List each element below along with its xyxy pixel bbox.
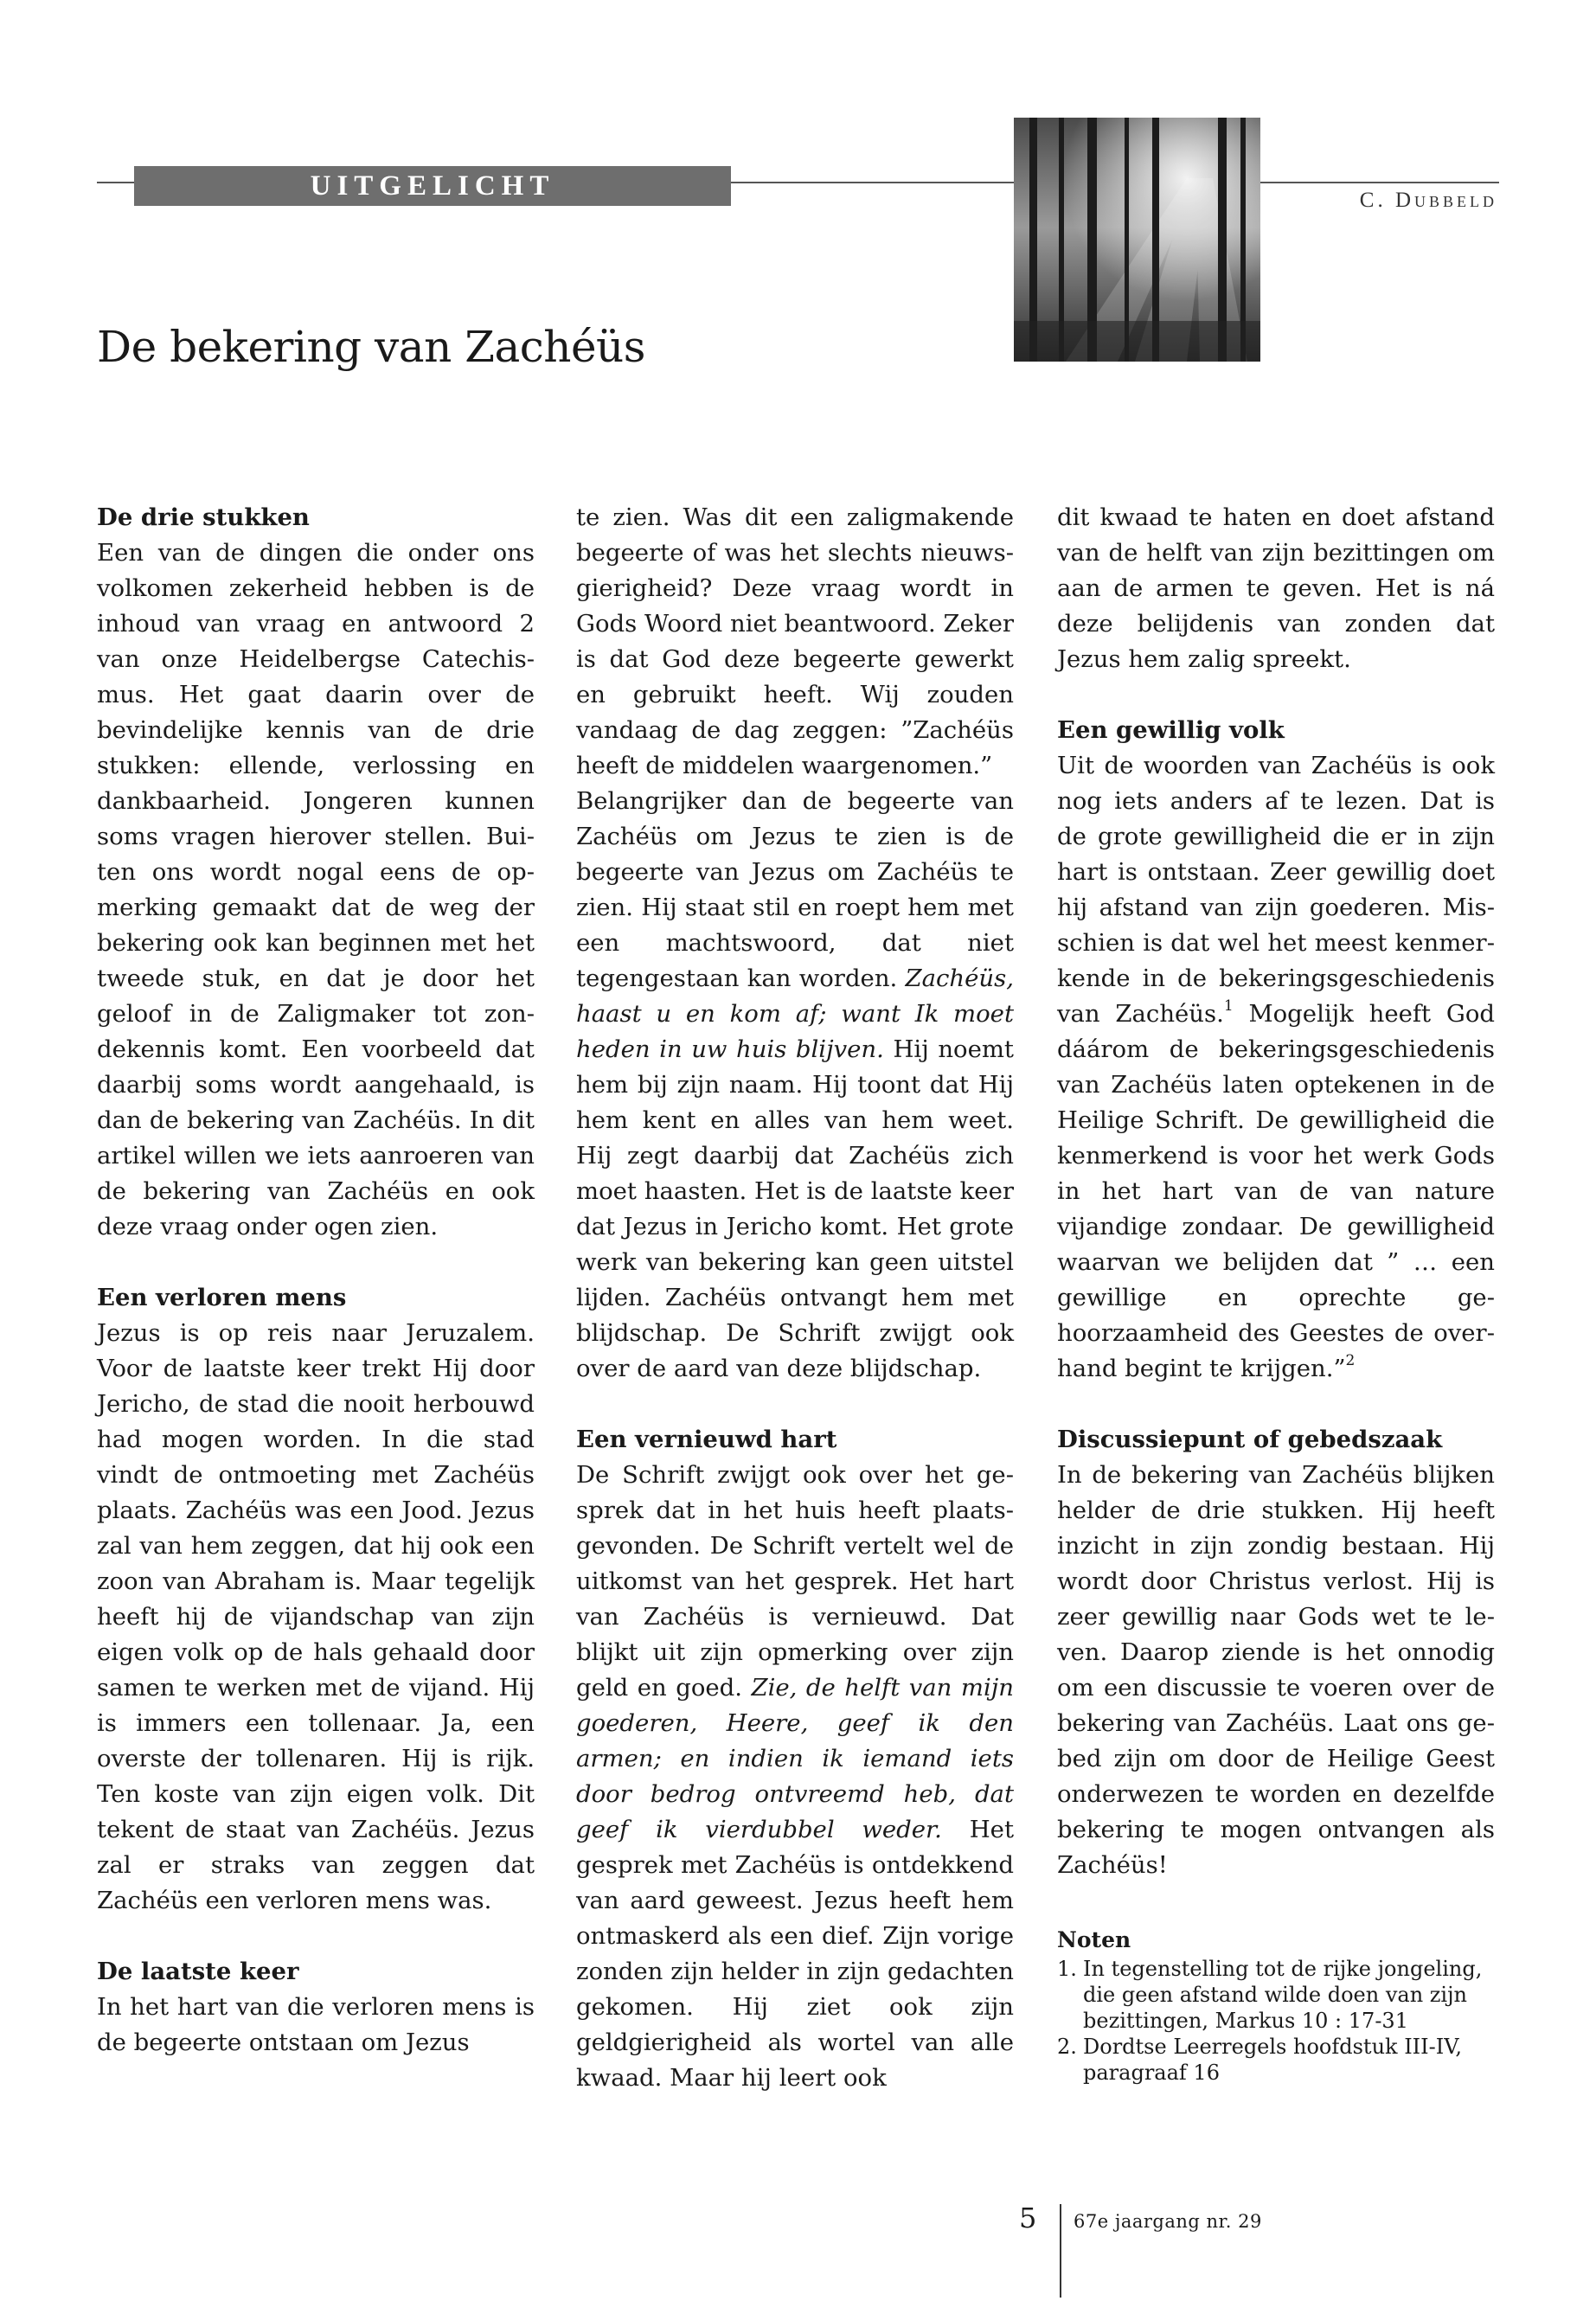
note-item: 2. Dordtse Leerregels hoofdstuk III-IV, paragraaf 16 [1057, 2035, 1462, 2085]
paragraph: Uit de woorden van Zachéüs is ook nog iets anders af te lezen. Dat is de grote gewilligheid die er in zijn hart is ontstaan. Zeer gewillig doet hij afstand van zijn goederen. Misschien is dat wel het meest kenmerkende in de bekeringsgeschiedenis van Zachéüs.$^1$ Mogelijk heeft God dáárom de bekeringsgeschiedenis van Zachéüs laten optekenen in de Heilige Schrift. De gewilligheid die kenmerkend is voor het werk Gods in het hart van de van nature vijandige zondaar. De gewilligheid waarvan we belijden dat ” … een gewillige en oprechte gehoorzaamheid des Geestes de overhand begint te krijgen.”$^2$ [1057, 752, 1495, 1382]
header-rule-right [1260, 182, 1499, 183]
note-item: 1. In tegenstelling tot de rijke jongeling, die geen afstand wilde doen van zijn bezittingen, Markus 10 : 17-31 [1057, 1957, 1483, 2033]
paragraph: In het hart van die verloren mens is de begeerte ontstaan om Jezus [97, 1993, 535, 2056]
section-label: UITGELICHT [134, 166, 731, 206]
author: C. Dubbeld [1359, 189, 1497, 212]
paragraph: De Schrift zwijgt ook over het gesprek dat in het huis heeft plaatsgevonden. De Schrift vertelt wel de uitkomst van het gesprek. Het hart van Zachéüs is vernieuwd. Dat blijkt uit zijn opmerking over zijn geld en goed. Zie, de helft van mijn goederen, Heere, geef ik den armen; en indien ik iemand iets door bedrog ontvreemd heb, dat geef ik vierdubbel weder. Het gesprek met Zachéüs is ontdekkend van aard geweest. Jezus heeft hem ontmaskerd als een dief. Zijn vorige zonden zijn helder in zijn gedachten gekomen. Hij ziet ook zijn geldgierigheid als wortel van alle kwaad. Maar hij leert ook [576, 1461, 1014, 2092]
issue-label: 67e jaargang nr. 29 [1074, 2211, 1262, 2232]
subheading: Een vernieuwd hart [576, 1426, 837, 1453]
scripture-quote: Zachéüs, haast u en kom af; want Ik moet heden in uw huis blijven. [576, 965, 1014, 1063]
header-rule-left [97, 182, 134, 183]
paragraph: In de bekering van Zachéüs blijken helder de drie stukken. Hij heeft inzicht in zijn zondig bestaan. Hij wordt door Christus verlost. Hij is zeer gewillig naar Gods wet te leven. Daarop ziende is het onnodig om een discussie te voeren over de bekering van Zachéüs. Laat ons gebed zijn om door de Heilige Geest onderwezen te worden en dezelfde bekering te mogen ontvangen als Zachéüs! [1057, 1461, 1495, 1879]
paragraph: Belangrijker dan de begeerte van Zachéüs om Jezus te zien is de begeerte van Jezus om Zachéüs te zien. Hij staat stil en roept hem met een machtswoord, dat niet tegengestaan kan worden. Zachéüs, haast u en kom af; want Ik moet heden in uw huis blijven. Hij noemt hem bij zijn naam. Hij toont dat Hij hem kent en alles van hem weet. Hij zegt daarbij dat Zachéüs zich moet haasten. Het is de laatste keer dat Jezus in Jericho komt. Het grote werk van bekering kan geen uitstel lijden. Zachéüs ontvangt hem met blijdschap. De Schrift zwijgt ook over de aard van deze blijdschap. [576, 787, 1014, 1382]
paragraph: dit kwaad te haten en doet afstand van de helft van zijn bezittingen om aan de armen te geven. Het is ná deze belijdenis van zonden dat Jezus hem zalig spreekt. [1057, 503, 1495, 673]
footer-divider [1060, 2204, 1061, 2298]
article-title: De bekering van Zachéüs [97, 322, 645, 372]
subheading: Discussiepunt of gebedszaak [1057, 1426, 1443, 1453]
forest-photo [1014, 118, 1260, 362]
paragraph: te zien. Was dit een zaligmakende begeerte of was het slechts nieuwsgierigheid? Deze vraag wordt in Gods Woord niet beantwoord. Zeker is dat God deze begeerte gewerkt en gebruikt heeft. Wij zouden vandaag de dag zeggen: ”Zachéüs heeft de middelen waargenomen.” [576, 503, 1014, 779]
column-2 [576, 500, 1014, 2096]
paragraph: Jezus is op reis naar Jeruzalem. Voor de laatste keer trekt Hij door Jericho, de stad die nooit herbouwd had mogen worden. In die stad vindt de ontmoeting met Zachéüs plaats. Zachéüs was een Jood. Jezus zal van hem zeggen, dat hij ook een zoon van Abraham is. Maar tegelijk heeft hij de vijandschap van zijn eigen volk op de hals gehaald door samen te werken met de vijand. Hij is immers een tollenaar. Ja, een overste der tollenaren. Hij is rijk. Ten koste van zijn eigen volk. Dit tekent de staat van Zachéüs. Jezus zal er straks van zeggen dat Zachéüs een verloren mens was. [97, 1319, 535, 1914]
column-3 [1057, 500, 1495, 2086]
footnote-ref[interactable]: 2 [1345, 1352, 1356, 1369]
paragraph: Een van de dingen die onder ons volkomen zekerheid hebben is de inhoud van vraag en antwoord 2 van onze Heidelbergse Catechismus. Het gaat daarin over de bevindelijke kennis van de drie stukken: ellende, verlossing en dankbaarheid. Jongeren kunnen soms vragen hierover stellen. Buiten ons wordt nogal eens de opmerking gemaakt dat de weg der bekering ook kan beginnen met het tweede stuk, en dat je door het geloof in de Zaligmaker tot zondekennis komt. Een voorbeeld dat daarbij soms wordt aangehaald, is dan de bekering van Zachéüs. In dit artikel willen we iets aanroeren van de bekering van Zachéüs en ook deze vraag onder ogen zien. [97, 539, 535, 1240]
notes-heading: Noten [1057, 1927, 1131, 1952]
header-rule-middle [731, 182, 1014, 183]
page-number: 5 [1019, 2202, 1037, 2234]
scripture-quote: Zie, de helft van mijn goederen, Heere, geef ik den armen; en indien ik iemand iets door bedrog ontvreemd heb, dat geef ik vierdubbel weder. [576, 1674, 1014, 1843]
notes-list [1057, 1956, 1495, 2086]
subheading: Een gewillig volk [1057, 716, 1285, 744]
subheading: De drie stukken [97, 503, 310, 531]
column-1 [97, 500, 535, 2061]
footnote-ref[interactable]: 1 [1223, 997, 1234, 1015]
subheading: Een verloren mens [97, 1284, 347, 1311]
subheading: De laatste keer [97, 1958, 299, 1985]
